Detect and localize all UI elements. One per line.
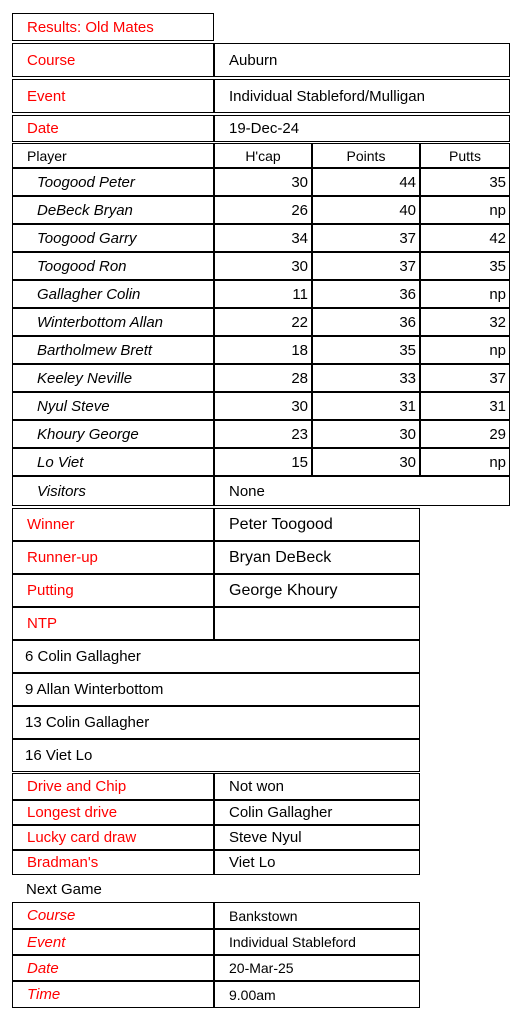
ntp-row: 16 Viet Lo bbox=[12, 739, 420, 772]
player-hcap: 22 bbox=[214, 308, 312, 336]
info-label: Course bbox=[12, 43, 214, 77]
info-label: Event bbox=[12, 79, 214, 113]
player-name: Toogood Garry bbox=[12, 224, 214, 252]
player-points: 35 bbox=[312, 336, 420, 364]
info-value: Individual Stableford/Mulligan bbox=[214, 79, 510, 113]
player-points: 37 bbox=[312, 224, 420, 252]
extra-label: Bradman's bbox=[12, 850, 214, 875]
player-hcap: 26 bbox=[214, 196, 312, 224]
player-putts: np bbox=[420, 196, 510, 224]
player-name: DeBeck Bryan bbox=[12, 196, 214, 224]
next-game-value: 20-Mar-25 bbox=[214, 955, 420, 981]
player-putts: np bbox=[420, 280, 510, 308]
player-hcap: 18 bbox=[214, 336, 312, 364]
player-points: 30 bbox=[312, 420, 420, 448]
player-hcap: 23 bbox=[214, 420, 312, 448]
col-player: Player bbox=[12, 143, 214, 168]
award-value: George Khoury bbox=[214, 574, 420, 607]
next-game-title: Next Game bbox=[26, 880, 102, 898]
player-putts: 31 bbox=[420, 392, 510, 420]
next-game-value: Individual Stableford bbox=[214, 929, 420, 955]
next-game-label: Event bbox=[12, 929, 214, 955]
player-points: 37 bbox=[312, 252, 420, 280]
award-label: NTP bbox=[12, 607, 214, 640]
next-game-label: Date bbox=[12, 955, 214, 981]
player-hcap: 34 bbox=[214, 224, 312, 252]
next-game-label: Course bbox=[12, 902, 214, 929]
next-game-value: 9.00am bbox=[214, 981, 420, 1008]
player-hcap: 15 bbox=[214, 448, 312, 476]
player-hcap: 28 bbox=[214, 364, 312, 392]
player-putts: 35 bbox=[420, 252, 510, 280]
player-points: 36 bbox=[312, 308, 420, 336]
player-name: Nyul Steve bbox=[12, 392, 214, 420]
player-points: 31 bbox=[312, 392, 420, 420]
extra-label: Lucky card draw bbox=[12, 825, 214, 850]
extra-value: Steve Nyul bbox=[214, 825, 420, 850]
award-label: Runner-up bbox=[12, 541, 214, 574]
player-name: Bartholmew Brett bbox=[12, 336, 214, 364]
extra-value: Viet Lo bbox=[214, 850, 420, 875]
player-putts: np bbox=[420, 448, 510, 476]
next-game-value: Bankstown bbox=[214, 902, 420, 929]
player-name: Gallagher Colin bbox=[12, 280, 214, 308]
extra-label: Longest drive bbox=[12, 800, 214, 825]
col-points: Points bbox=[312, 143, 420, 168]
info-value: Auburn bbox=[214, 43, 510, 77]
visitors-value: None bbox=[214, 476, 510, 506]
award-label: Putting bbox=[12, 574, 214, 607]
next-game-label: Time bbox=[12, 981, 214, 1008]
visitors-label: Visitors bbox=[12, 476, 214, 506]
ntp-row: 9 Allan Winterbottom bbox=[12, 673, 420, 706]
player-name: Toogood Peter bbox=[12, 168, 214, 196]
player-putts: 32 bbox=[420, 308, 510, 336]
player-hcap: 30 bbox=[214, 392, 312, 420]
info-value: 19-Dec-24 bbox=[214, 115, 510, 142]
player-points: 36 bbox=[312, 280, 420, 308]
player-points: 33 bbox=[312, 364, 420, 392]
info-label: Date bbox=[12, 115, 214, 142]
player-name: Lo Viet bbox=[12, 448, 214, 476]
player-hcap: 30 bbox=[214, 252, 312, 280]
player-points: 44 bbox=[312, 168, 420, 196]
player-points: 30 bbox=[312, 448, 420, 476]
ntp-row: 6 Colin Gallagher bbox=[12, 640, 420, 673]
player-name: Toogood Ron bbox=[12, 252, 214, 280]
player-name: Winterbottom Allan bbox=[12, 308, 214, 336]
player-hcap: 11 bbox=[214, 280, 312, 308]
col-hcap: H'cap bbox=[214, 143, 312, 168]
ntp-row: 13 Colin Gallagher bbox=[12, 706, 420, 739]
player-putts: 42 bbox=[420, 224, 510, 252]
player-putts: 37 bbox=[420, 364, 510, 392]
extra-value: Not won bbox=[214, 773, 420, 800]
extra-value: Colin Gallagher bbox=[214, 800, 420, 825]
player-name: Khoury George bbox=[12, 420, 214, 448]
award-value bbox=[214, 607, 420, 640]
col-putts: Putts bbox=[420, 143, 510, 168]
page-title: Results: Old Mates bbox=[12, 13, 214, 41]
extra-label: Drive and Chip bbox=[12, 773, 214, 800]
player-putts: 29 bbox=[420, 420, 510, 448]
player-hcap: 30 bbox=[214, 168, 312, 196]
player-name: Keeley Neville bbox=[12, 364, 214, 392]
award-value: Bryan DeBeck bbox=[214, 541, 420, 574]
player-putts: 35 bbox=[420, 168, 510, 196]
player-points: 40 bbox=[312, 196, 420, 224]
award-value: Peter Toogood bbox=[214, 508, 420, 541]
award-label: Winner bbox=[12, 508, 214, 541]
player-putts: np bbox=[420, 336, 510, 364]
